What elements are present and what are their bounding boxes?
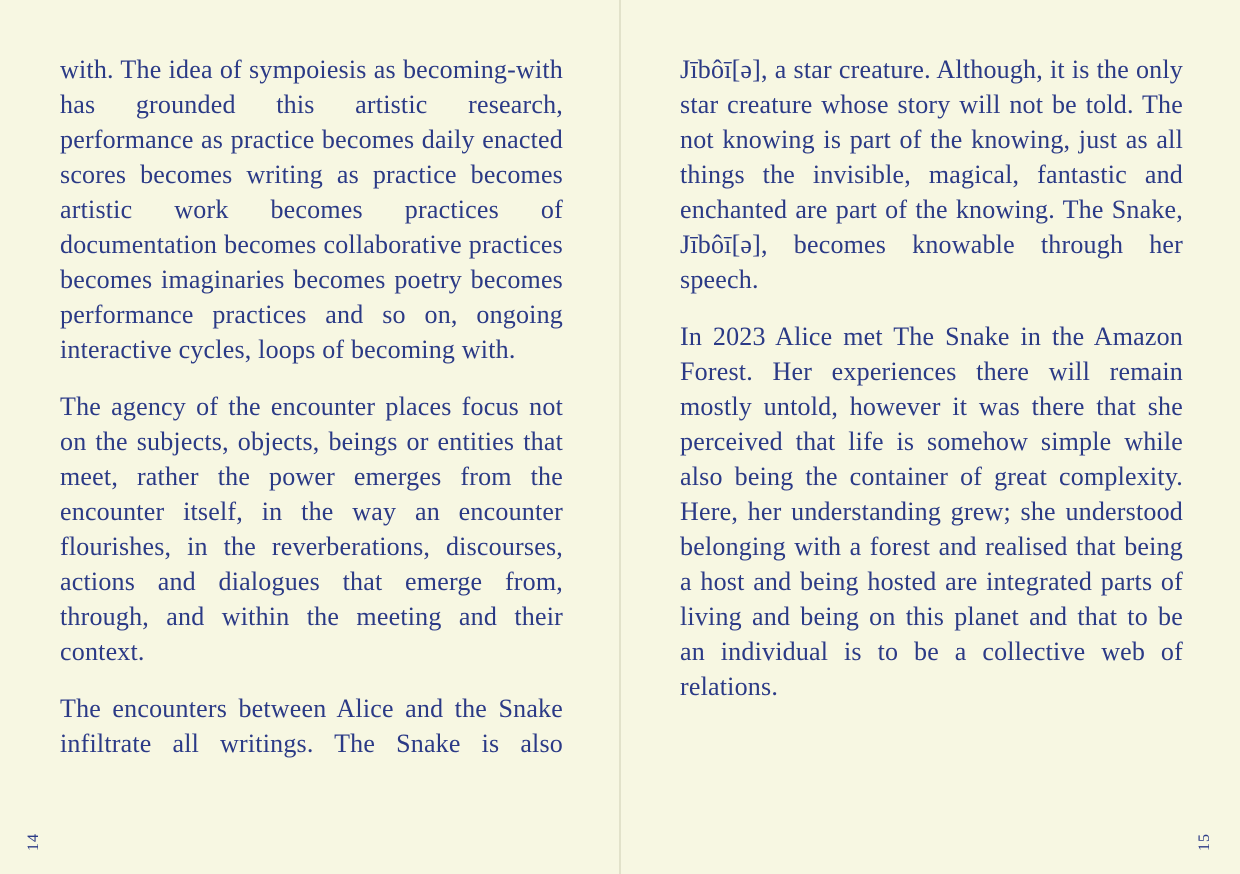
page-number-left: 14 [25, 833, 42, 851]
paragraph: The agency of the encounter places focus not on the subjects, objects, beings or entities that meet, rather the power emerges from the encounter itself, in the way an encounter flourishes, in the reverberations, discourses, actions and dialogues that emerge from, through, and within the meeting and their context. [60, 392, 563, 666]
page-number-right: 15 [1196, 833, 1213, 851]
right-page-text-block [680, 52, 1183, 704]
paragraph: with. The idea of sympoiesis as becoming-with has grounded this artistic research, performance as practice becomes daily enacted scores becomes writing as practice becomes artistic work becomes practices of documentation becomes collaborative practices becomes imaginaries becomes poetry becomes performance practices and so on, ongoing interactive cycles, loops of becoming with. [60, 55, 563, 364]
page-number-right-container [1190, 827, 1220, 857]
paragraph: Jībôī[ə], a star creature. Although, it is the only star creature whose story will not be told. The not knowing is part of the knowing, just as all things the invisible, magical, fantastic and enchanted are part of the knowing. The Snake, Jībôī[ə], becomes knowable through her speech. [680, 55, 1183, 294]
page-gutter-divider [619, 0, 621, 874]
paragraph: In 2023 Alice met The Snake in the Amazon Forest. Her experiences there will remain mostly untold, however it was there that she perceived that life is somehow simple while also being the container of great complexity. Here, her understanding grew; she understood belonging with a forest and realised that being a host and being hosted are integrated parts of living and being on this planet and that to be an individual is to be a collective web of relations. [680, 322, 1183, 701]
left-page-text-block [60, 52, 563, 761]
paragraph: The encounters between Alice and the Snake infiltrate all writings. The Snake is also [60, 694, 563, 758]
page-number-left-container [19, 827, 49, 857]
